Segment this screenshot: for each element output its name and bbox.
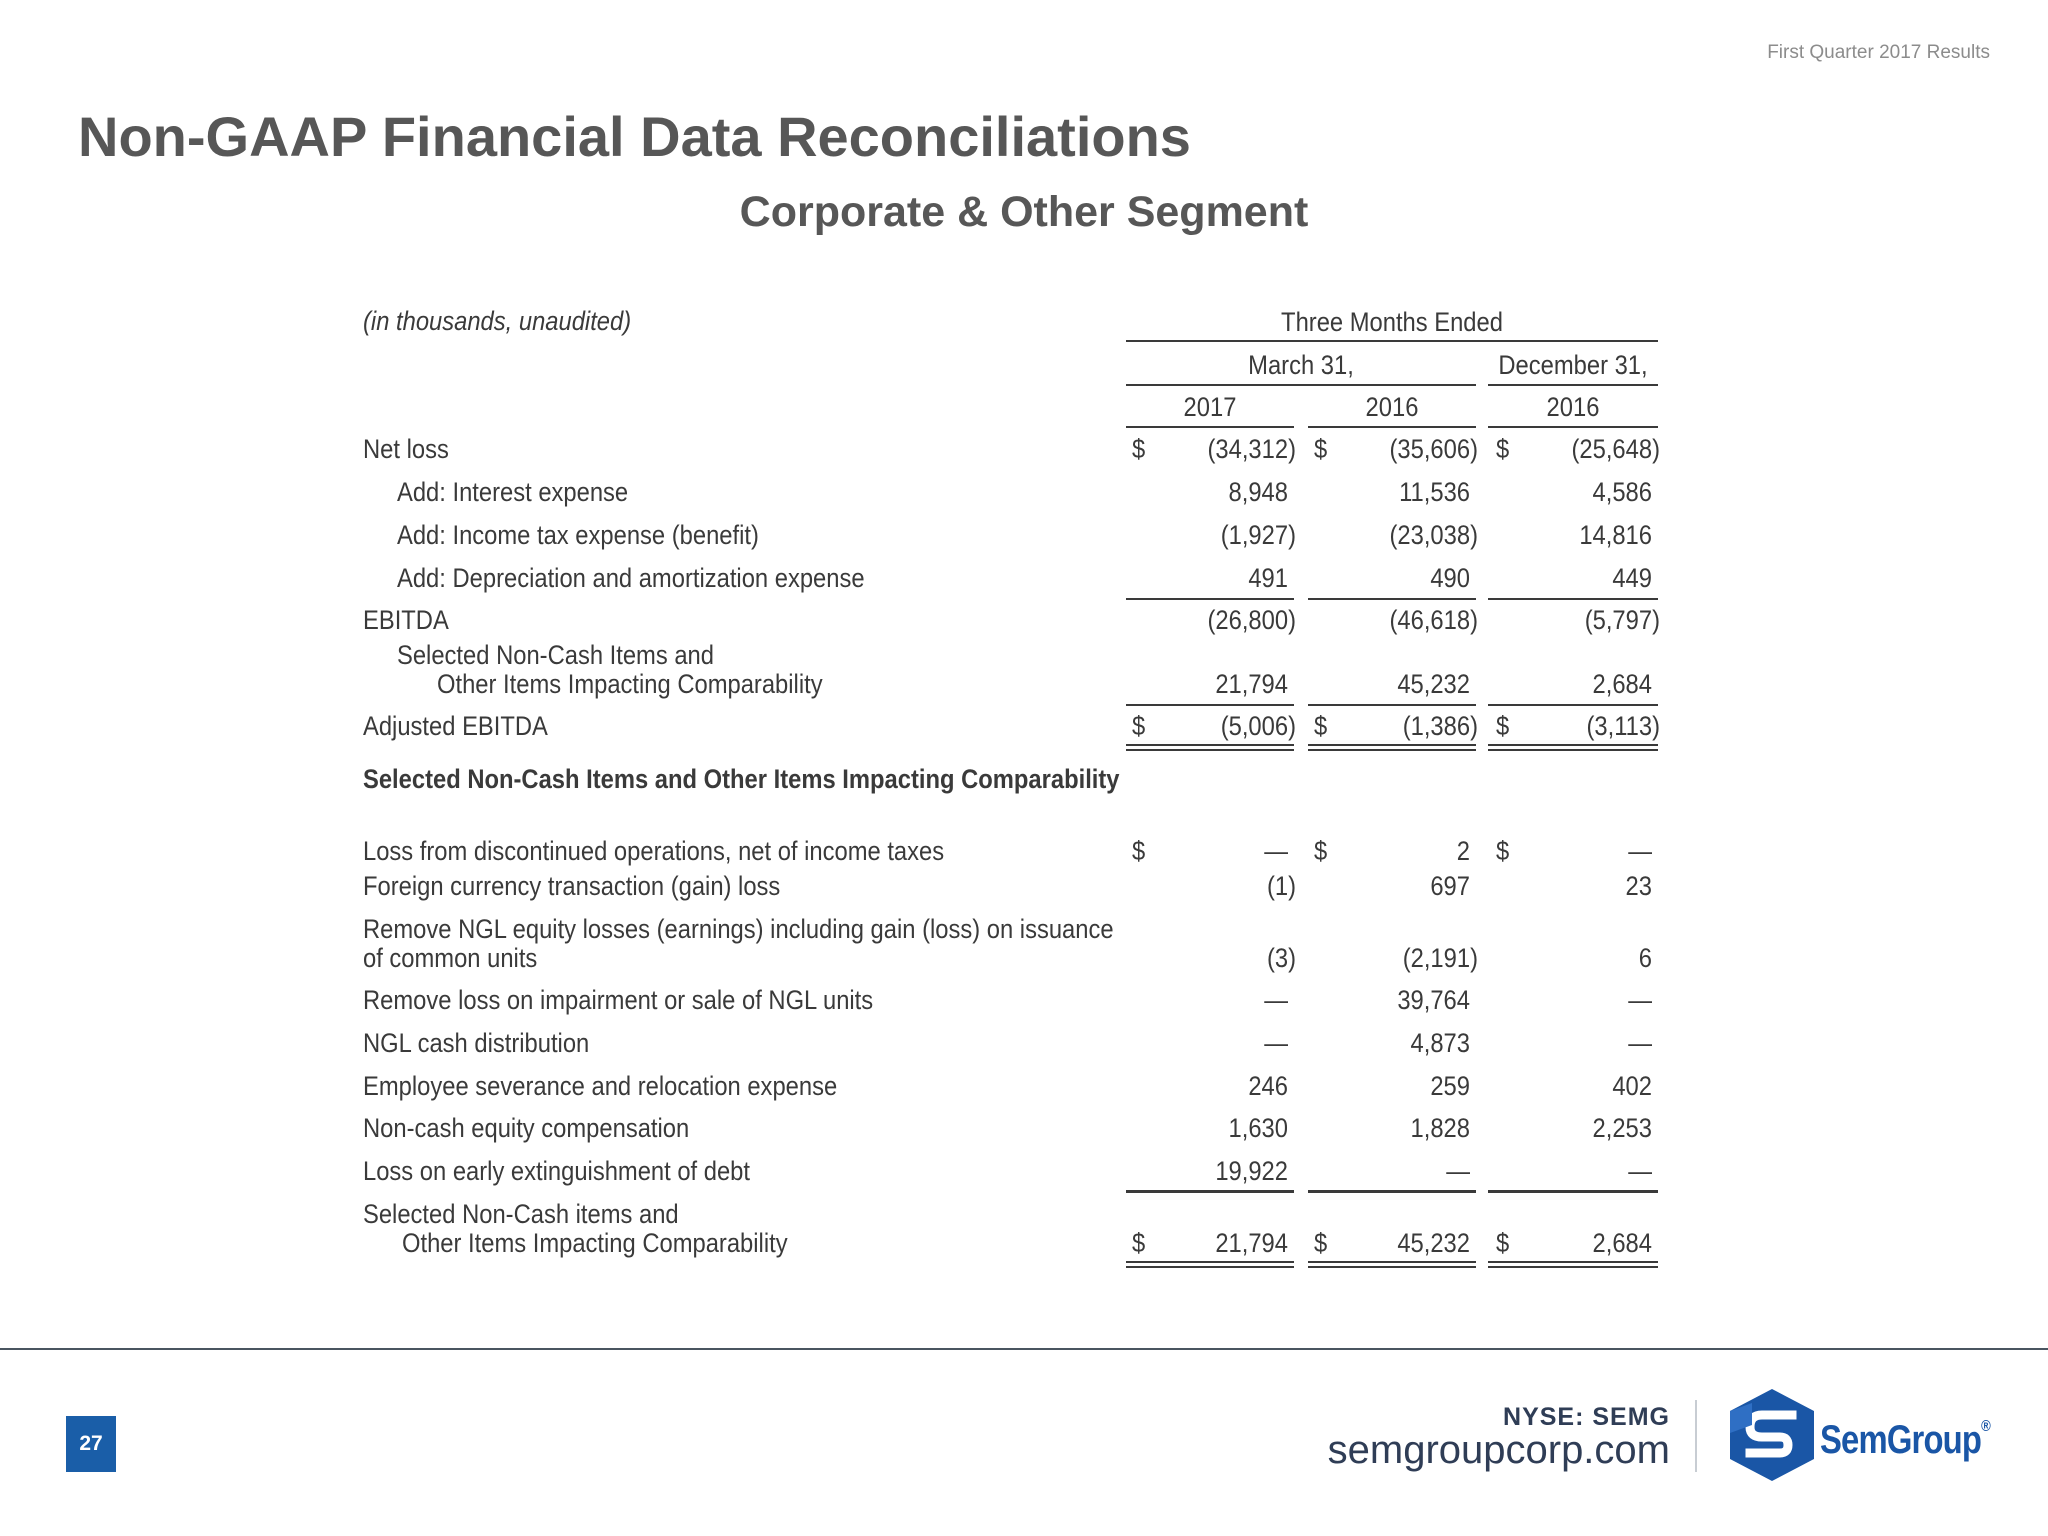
value-cell: (1,927) — [1220, 520, 1296, 550]
value-cell: 1,630 — [1228, 1113, 1288, 1143]
subtotal-rule — [1488, 1190, 1658, 1193]
group-rule-march — [1126, 384, 1476, 386]
year-header-1: 2017 — [1183, 392, 1237, 422]
row-label: Add: Depreciation and amortization expense — [397, 563, 865, 593]
value-cell: (3,113) — [1586, 711, 1660, 741]
value-cell: — — [1264, 836, 1288, 866]
currency-symbol: $ — [1314, 836, 1328, 866]
total-double-rule — [1488, 1261, 1658, 1263]
currency-symbol: $ — [1496, 836, 1510, 866]
total-double-rule — [1308, 1261, 1476, 1263]
value-cell: — — [1628, 1028, 1652, 1058]
subtotal-rule — [1488, 598, 1658, 600]
value-cell: 14,816 — [1579, 520, 1652, 550]
row-label: Loss on early extinguishment of debt — [363, 1156, 750, 1186]
subtotal-rule — [1126, 704, 1294, 706]
page-number-badge: 27 — [66, 1416, 116, 1472]
value-cell: 21,794 — [1215, 669, 1288, 699]
currency-symbol: $ — [1314, 1228, 1328, 1258]
value-cell: (3) — [1266, 943, 1296, 973]
value-cell: — — [1446, 1156, 1470, 1186]
semgroup-logo-icon — [1722, 1385, 1822, 1485]
currency-symbol: $ — [1496, 434, 1510, 464]
currency-symbol: $ — [1496, 711, 1510, 741]
value-cell: — — [1628, 985, 1652, 1015]
semgroup-logo-wordmark — [1820, 1418, 1990, 1463]
currency-symbol: $ — [1496, 1228, 1510, 1258]
value-cell: 1,828 — [1410, 1113, 1470, 1143]
year-header-3: 2016 — [1546, 392, 1600, 422]
value-cell: 39,764 — [1397, 985, 1470, 1015]
value-cell: (2,191) — [1402, 943, 1478, 973]
page-title: Non-GAAP Financial Data Reconciliations — [78, 105, 1191, 168]
value-cell: 491 — [1248, 563, 1288, 593]
value-cell: (1,386) — [1402, 711, 1478, 741]
value-cell: 4,873 — [1410, 1028, 1470, 1058]
value-cell: 45,232 — [1397, 1228, 1470, 1258]
total-double-rule — [1488, 744, 1658, 746]
subtotal-rule — [1126, 1190, 1294, 1193]
value-cell: 4,586 — [1592, 477, 1652, 507]
year-header-2: 2016 — [1365, 392, 1419, 422]
value-cell: (1) — [1266, 871, 1296, 901]
section-heading: Selected Non-Cash Items and Other Items Impacting Comparability — [363, 764, 1120, 794]
header-rule — [1126, 340, 1658, 342]
logo-wordmark-text: SemGroup — [1820, 1418, 1982, 1462]
value-cell: (23,038) — [1389, 520, 1478, 550]
currency-symbol: $ — [1314, 711, 1328, 741]
total-double-rule — [1126, 1261, 1294, 1263]
value-cell: 11,536 — [1399, 477, 1470, 507]
row-label: Net loss — [363, 434, 449, 464]
value-cell: 490 — [1430, 563, 1470, 593]
subtotal-rule — [1308, 598, 1476, 600]
subtotal-rule — [1308, 704, 1476, 706]
value-cell: (46,618) — [1389, 605, 1478, 635]
total-double-rule — [1308, 744, 1476, 746]
currency-symbol: $ — [1132, 1228, 1146, 1258]
stock-ticker: NYSE: SEMG — [1503, 1403, 1670, 1431]
subtotal-rule — [1488, 704, 1658, 706]
row-label: Remove loss on impairment or sale of NGL units — [363, 985, 874, 1015]
value-cell: (25,648) — [1571, 434, 1660, 464]
group-header-december: December 31, — [1498, 350, 1648, 380]
subtotal-rule — [1308, 1190, 1476, 1193]
value-cell: — — [1264, 985, 1288, 1015]
row-label: NGL cash distribution — [363, 1028, 590, 1058]
value-cell: 697 — [1430, 871, 1470, 901]
total-double-rule — [1126, 749, 1294, 751]
row-label: Adjusted EBITDA — [363, 711, 548, 741]
row-label: Add: Interest expense — [397, 477, 629, 507]
row-label: Foreign currency transaction (gain) loss — [363, 871, 781, 901]
value-cell: — — [1628, 836, 1652, 866]
row-label: Remove NGL equity losses (earnings) including gain (loss) on issuance — [363, 914, 1114, 944]
value-cell: 8,948 — [1228, 477, 1288, 507]
period-header: Three Months Ended — [1281, 307, 1503, 337]
footer-separator — [1695, 1400, 1697, 1472]
website-link[interactable]: semgroupcorp.com — [1327, 1428, 1670, 1472]
value-cell: 2,684 — [1592, 1228, 1652, 1258]
value-cell: (35,606) — [1389, 434, 1478, 464]
total-double-rule — [1126, 1266, 1294, 1268]
value-cell: 19,922 — [1215, 1156, 1288, 1186]
report-period-tag: First Quarter 2017 Results — [1767, 42, 1990, 63]
currency-symbol: $ — [1132, 711, 1146, 741]
value-cell: 21,794 — [1215, 1228, 1288, 1258]
currency-symbol: $ — [1314, 434, 1328, 464]
year-rule-3 — [1488, 426, 1658, 428]
row-label: EBITDA — [363, 605, 449, 635]
value-cell: 6 — [1638, 943, 1652, 973]
subtotal-rule — [1126, 598, 1294, 600]
total-double-rule — [1308, 749, 1476, 751]
row-label: Loss from discontinued operations, net of income taxes — [363, 836, 945, 866]
group-rule-december — [1488, 384, 1658, 386]
row-label-continued: Other Items Impacting Comparability — [437, 669, 823, 699]
page-subtitle: Corporate & Other Segment — [739, 188, 1309, 236]
currency-symbol: $ — [1132, 836, 1146, 866]
value-cell: (26,800) — [1207, 605, 1296, 635]
units-note: (in thousands, unaudited) — [363, 306, 632, 336]
value-cell: — — [1264, 1028, 1288, 1058]
year-rule-1 — [1126, 426, 1294, 428]
year-rule-2 — [1308, 426, 1476, 428]
total-double-rule — [1488, 749, 1658, 751]
currency-symbol: $ — [1132, 434, 1146, 464]
row-label: Non-cash equity compensation — [363, 1113, 690, 1143]
value-cell: 246 — [1248, 1071, 1288, 1101]
total-double-rule — [1488, 1266, 1658, 1268]
row-label: Employee severance and relocation expense — [363, 1071, 838, 1101]
footer-divider — [0, 1348, 2048, 1350]
registered-mark: ® — [1981, 1418, 1990, 1435]
value-cell: 449 — [1612, 563, 1652, 593]
value-cell: 23 — [1625, 871, 1652, 901]
row-label: Selected Non-Cash Items and — [397, 640, 714, 670]
value-cell: (34,312) — [1207, 434, 1296, 464]
row-label-continued: of common units — [363, 943, 538, 973]
row-label: Add: Income tax expense (benefit) — [397, 520, 759, 550]
group-header-march: March 31, — [1248, 350, 1354, 380]
value-cell: 45,232 — [1397, 669, 1470, 699]
value-cell: — — [1628, 1156, 1652, 1186]
value-cell: (5,797) — [1584, 605, 1660, 635]
row-label: Selected Non-Cash items and — [363, 1199, 679, 1229]
value-cell: 259 — [1430, 1071, 1470, 1101]
value-cell: 2,684 — [1592, 669, 1652, 699]
value-cell: 402 — [1612, 1071, 1652, 1101]
total-double-rule — [1126, 744, 1294, 746]
value-cell: (5,006) — [1220, 711, 1296, 741]
value-cell: 2 — [1456, 836, 1470, 866]
row-label-continued: Other Items Impacting Comparability — [402, 1228, 788, 1258]
value-cell: 2,253 — [1592, 1113, 1652, 1143]
total-double-rule — [1308, 1266, 1476, 1268]
